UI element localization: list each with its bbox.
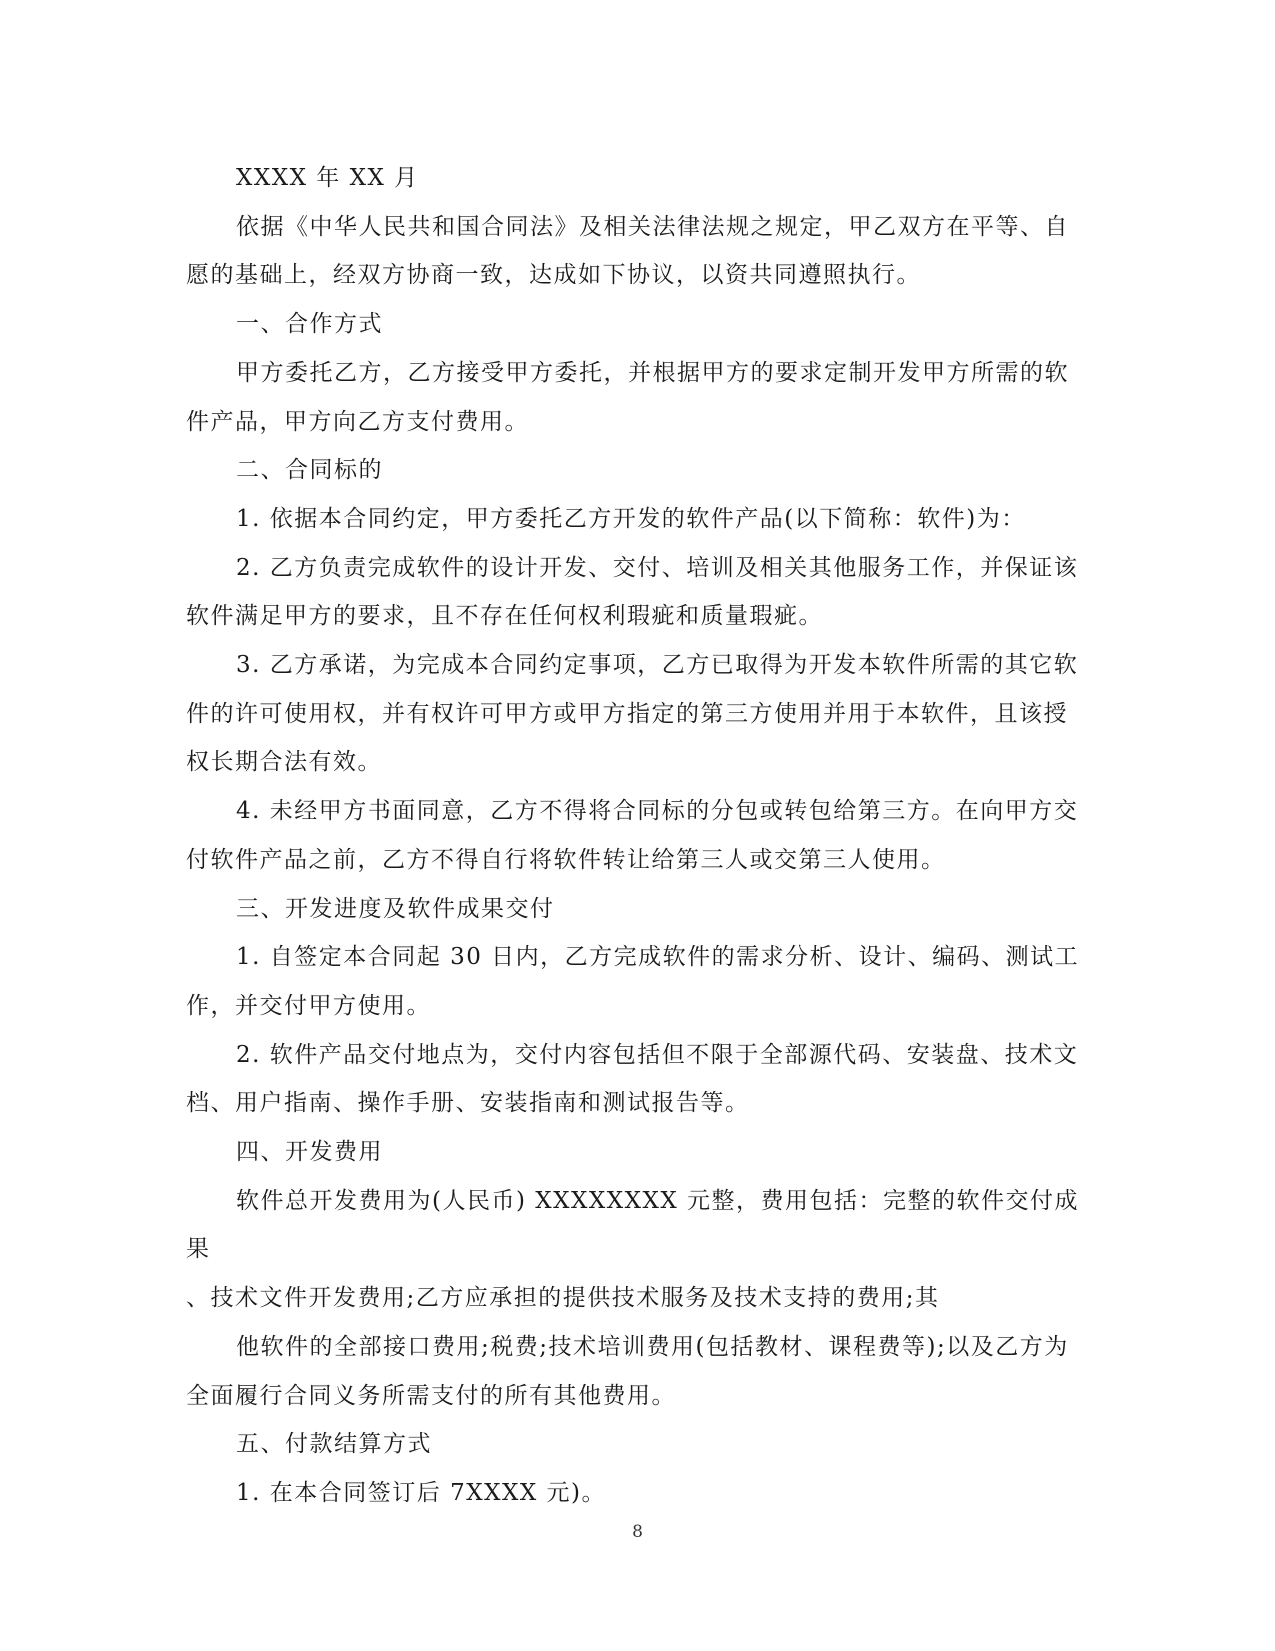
body-paragraph: 软件总开发费用为(人民币) XXXXXXXX 元整，费用包括：完整的软件交付成果 (186, 1187, 1080, 1263)
section-heading: 一、合作方式 (236, 311, 383, 338)
clause-item: 4. 未经甲方书面同意，乙方不得将合同标的分包或转包给第三方。在向甲方交付软件产品之前，乙方不得自行将软件转让给第三人或交第三人使用。 (186, 798, 1079, 873)
body-paragraph: 他软件的全部接口费用;税费;技术培训费用(包括教材、课程费等);以及乙方为全面履行合同义务所需支付的所有其他费用。 (186, 1333, 1069, 1409)
body-paragraph-continuation: 、技术文件开发费用;乙方应承担的提供技术服务及技术支持的费用;其 (186, 1285, 940, 1312)
preamble-paragraph: 依据《中华人民共和国合同法》及相关法律法规之规定，甲乙双方在平等、自愿的基础上，经双方协商一致，达成如下协议，以资共同遵照执行。 (186, 213, 1069, 289)
clause-item: 3. 乙方承诺，为完成本合同约定事项，乙方已取得为开发本软件所需的其它软件的许可使用权，并有权许可甲方或甲方指定的第三方使用并用于本软件，且该授权长期合法有效。 (186, 652, 1079, 776)
section-heading: 三、开发进度及软件成果交付 (236, 895, 555, 922)
clause-item: 2. 乙方负责完成软件的设计开发、交付、培训及相关其他服务工作，并保证该软件满足甲方的要求，且不存在任何权利瑕疵和质量瑕疵。 (186, 554, 1079, 630)
clause-item: 1. 在本合同签订后 7XXXX 元)。 (236, 1479, 606, 1506)
section-heading: 二、合同标的 (236, 457, 383, 484)
document-body (186, 154, 1086, 1518)
section-heading: 四、开发费用 (236, 1139, 383, 1166)
section-heading: 五、付款结算方式 (236, 1431, 432, 1458)
body-paragraph: 甲方委托乙方，乙方接受甲方委托，并根据甲方的要求定制开发甲方所需的软件产品，甲方向乙方支付费用。 (186, 359, 1069, 435)
clause-item: 2. 软件产品交付地点为，交付内容包括但不限于全部源代码、安装盘、技术文档、用户指南、操作手册、安装指南和测试报告等。 (186, 1041, 1079, 1117)
clause-item: 1. 自签定本合同起 30 日内，乙方完成软件的需求分析、设计、编码、测试工作，并交付甲方使用。 (186, 944, 1080, 1019)
date-line: XXXX 年 XX 月 (236, 165, 419, 191)
clause-item: 1. 依据本合同约定，甲方委托乙方开发的软件产品(以下简称：软件)为： (236, 505, 1026, 532)
page-number: 8 (632, 1522, 643, 1542)
